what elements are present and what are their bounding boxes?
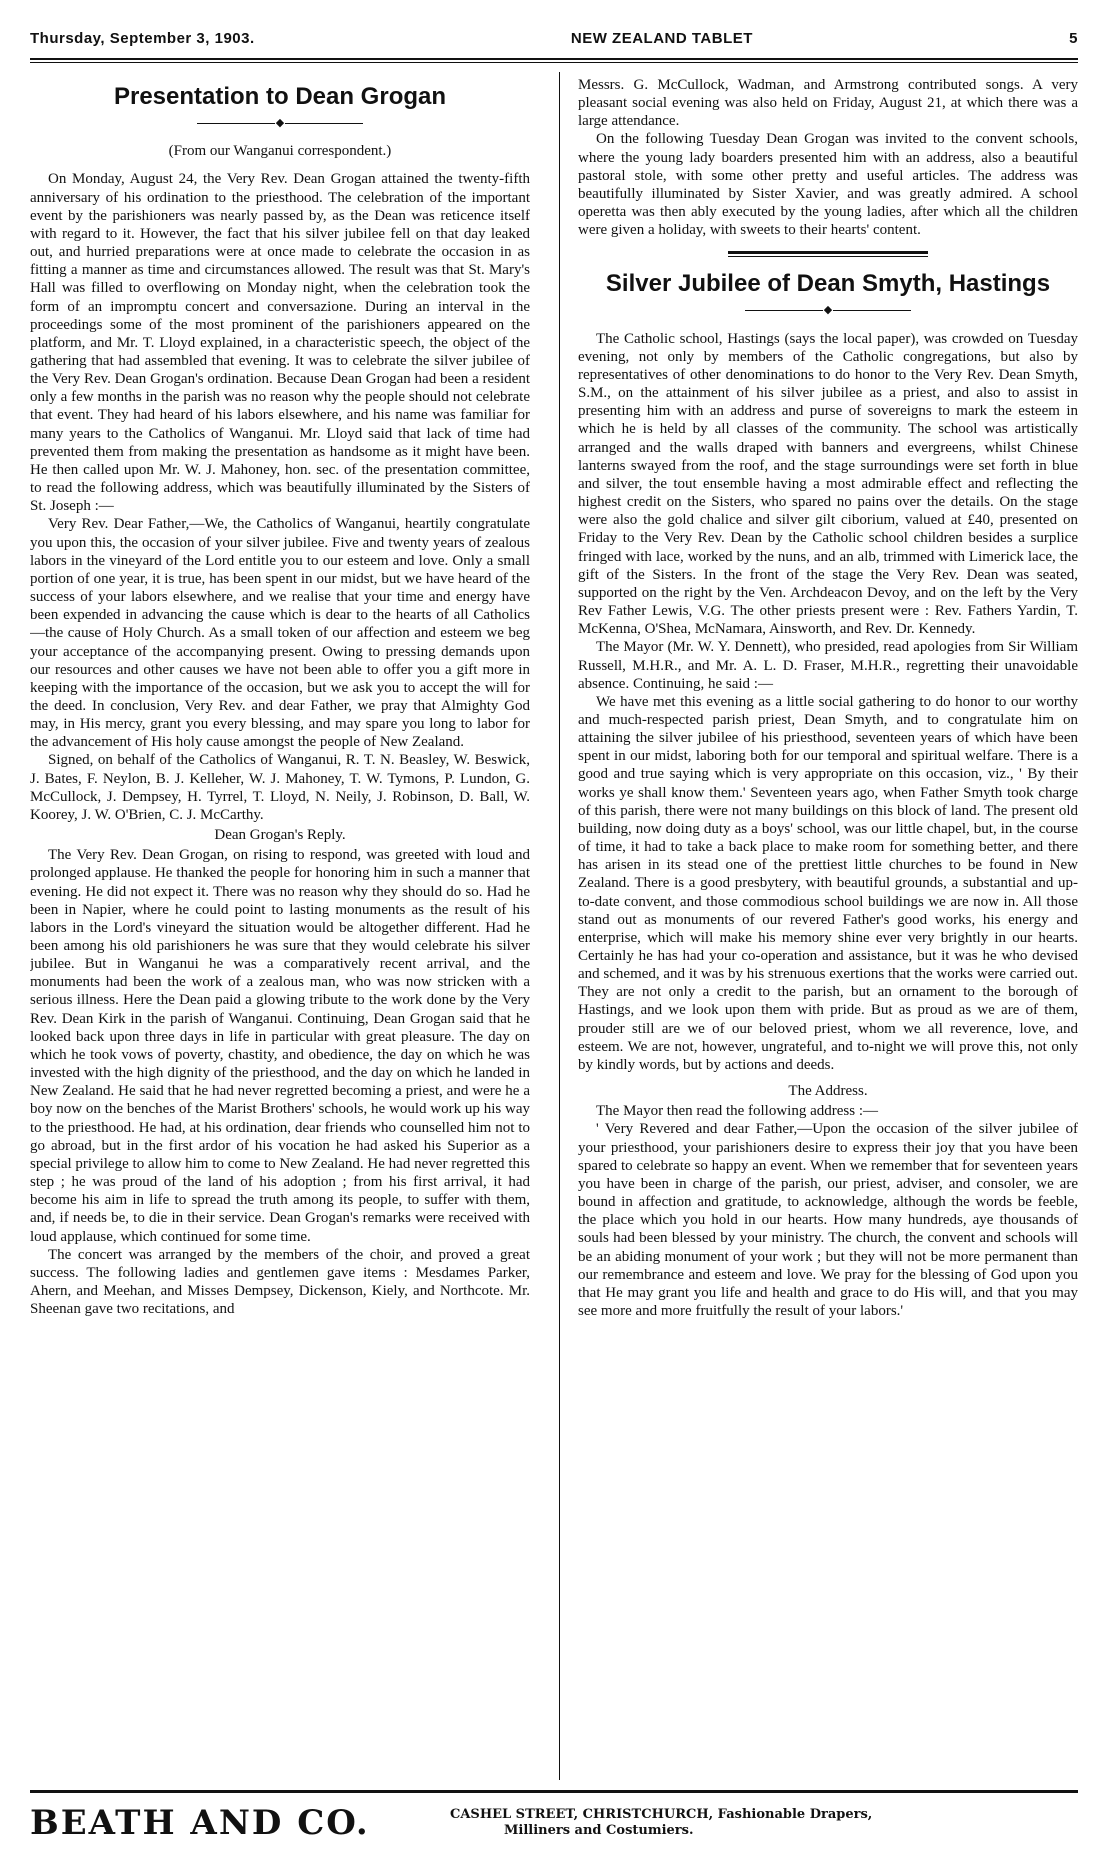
paragraph: On Monday, August 24, the Very Rev. Dean Grogan attained the twenty-fifth anniversary of his ordination to the priesthood. The celebration of the important event by the parishioners was nearly passed by, as the Dean was reticence itself with regard to it. However, the fact that his silver jubilee fell on that day leaked out, and hurried preparations were at once made to celebrate the occasion in as fitting a manner as time and circumstances allowed. The result was that St. Mary's Hall was filled to overflowing on Monday night, when the celebration took the form of an impromptu concert and conversazione. During an interval in the proceedings some of the most prominent of the parishioners appeared on the platform, and Mr. T. Lloyd explained, in a characteristic speech, the object of the gathering that had assembled that evening. It was to celebrate the silver jubilee of the Very Rev. Dean Grogan's ordination. Because Dean Grogan had been a resident only a few months in the parish was no reason why the people should not celebrate that event. They had heard of his labors elsewhere, and his name was familiar for many years to the Catholics of Wanganui. Mr. Lloyd said that lack of time had prevented them from making the presentation as handsome as it might have been. He then called upon Mr. W. J. Mahoney, hon. sec. of the presentation committee, to read the following address, which was beautifully illuminated by the Sisters of St. Joseph :—	[30, 171, 530, 515]
publication-title: NEW ZEALAND TABLET	[570, 30, 753, 47]
page-header	[30, 30, 1078, 54]
advertiser-address	[450, 1807, 872, 1839]
paragraph: Very Rev. Dear Father,—We, the Catholics of Wanganui, heartily congratulate you upon this, the occasion of your silver jubilee. Five and twenty years of zealous labors in the vineyard of the Lord entitle you to our esteem and love. Only a small portion of one year, it is true, has been spent in our midst, but we have heard of the success of your labors elsewhere, and we realise that your time and energy have been expended in advancing the cause which is dear to the hearts of all Catholics—the cause of Holy Church. As a small token of our affection and esteem we beg your acceptance of the accompanying present. Owing to pressing demands upon our resources and other causes we have not been able to offer you a gift more in keeping with the importance of the occasion, but we ask you to accept the will for the deed. In conclusion, Very Rev. and dear Father, we pray that Almighty God may, in His mercy, grant you every blessing, and may spare you long to labor for the advancement of His holy cause amongst the people of New Zealand.	[30, 516, 530, 751]
paragraph: The Catholic school, Hastings (says the local paper), was crowded on Tuesday evening, not only by members of the Catholic congregations, but also by representatives of other denominations to do honor to the Very Rev. Dean Smyth, S.M., on the attainment of his silver jubilee as a priest, and also to assist in presenting him with an address and purse of sovereigns to mark the esteem in which he is held by all classes of the community. The school was artistically arranged and the walls draped with banners and evergreens, whilst Chinese lanterns swayed from the roof, and the stage surroundings were set forth in blue and silver, the tout ensemble having a most admirable effect and reflecting the highest credit on the Sisters, who spared no pains over the details. On the stage were also the gold chalice and silver gilt ciborium, valued at £40, presented on Friday to the Very Rev. Dean by the Catholic school children besides a surplice fringed with lace, worked by the nuns, and an alb, trimmed with Limerick lace, the gift of the Sisters. In the front of the stage the Very Rev. Dean was seated, supported on the right by the Ven. Archdeacon Devoy, and on the left by the Very Rev Father Lewis, V.G. The other priests present were : Rev. Fathers Yardin, T. McKenna, O'Shea, McNamara, Ainsworth, and Rev. Dr. Kennedy.	[578, 330, 1078, 638]
article-title-grogan: Presentation to Dean Grogan	[113, 83, 447, 110]
paragraph: The Mayor then read the following address :—	[596, 1103, 879, 1120]
section-rule	[728, 251, 928, 257]
paragraph: Signed, on behalf of the Catholics of Wanganui, R. T. N. Beasley, W. Beswick, J. Bates, F. Neylon, B. J. Kelleher, W. J. Mahoney, T. W. Tymons, P. Lundon, G. McCullock, J. Dempsey, H. Tyrrel, T. Lloyd, N. Neily, J. Robinson, D. Ball, W. Koorey, J. W. O'Brien, C. J. McCarthy.	[30, 752, 530, 823]
title-ornament: ◆	[578, 305, 1078, 315]
title-ornament: ◆	[30, 118, 530, 128]
article-title-smyth: Silver Jubilee of Dean Smyth, Hastings	[605, 270, 1051, 298]
byline: (From our Wanganui correspondent.)	[168, 143, 392, 160]
paragraph: Messrs. G. McCullock, Wadman, and Armstrong contributed songs. A very pleasant social evening was also held on Friday, August 21, at which there was a large attendance.	[578, 77, 1078, 130]
advertisement-footer	[30, 1798, 1078, 1848]
paragraph: On the following Tuesday Dean Grogan was invited to the convent schools, where the young lady boarders presented him with an address, also a beautiful pastoral stole, with some other pretty and useful articles. The address was beautifully illuminated by Sister Xavier, and was greatly admired. A school operetta was then ably executed by the young ladies, after which all the children were given a holiday, with sweets to their hearts' content.	[578, 131, 1078, 239]
left-column	[30, 76, 530, 1776]
header-rule	[30, 58, 1078, 63]
address-line-1: CASHEL STREET, CHRISTCHURCH, Fashionable Drapers,	[450, 1807, 873, 1822]
footer-rule	[30, 1790, 1078, 1793]
paragraph: ' Very Revered and dear Father,—Upon the occasion of the silver jubilee of your priesthood, your parishioners desire to express their joy that you have been spared to celebrate so happy an event. When we remember that for seventeen years you have been in charge of the parish, our priest, adviser, and consoler, we are bound in affection and gratitude, to acknowledge, although the words be feeble, the place which you hold in our hearts. How many hundreds, aye thousands of souls had been blessed by your ministry. The church, the convent and schools will be an abiding monument of your work ; but they will not be more permanent than our remembrance and esteem and love. We pray for the blessing of God upon you that He may grant you life and health and grace to do His will, and that you may see more and more fruitfully the result of your labors.'	[578, 1121, 1078, 1319]
paragraph: The concert was arranged by the members of the choir, and proved a great success. The following ladies and gentlemen gave items : Mesdames Parker, Ahern, and Meehan, and Misses Dempsey, Dickenson, Kiely, and Northcote. Mr. Sheenan gave two recitations, and	[30, 1246, 530, 1318]
advertiser-name: BEATH AND CO.	[30, 1803, 370, 1843]
column-divider	[559, 72, 560, 1780]
paragraph: The Mayor (Mr. W. Y. Dennett), who presided, read apologies from Sir William Russell, M.H.R., and Mr. A. L. D. Fraser, M.H.R., regretting their unavoidable absence. Continuing, he said :—	[578, 639, 1078, 692]
right-column	[578, 76, 1078, 1776]
page-number: 5	[1069, 30, 1078, 47]
issue-date: Thursday, September 3, 1903.	[30, 30, 255, 47]
paragraph: The Very Rev. Dean Grogan, on rising to respond, was greeted with loud and prolonged applause. He thanked the people for honoring him in such a manner that evening. He did not expect it. There was no reason why they should do so. Had he been in Napier, where he could point to lasting monuments as the result of his labors in the Lord's vineyard the situation would be altogether different. Had he been among his old parishioners he was sure that they would celebrate his silver jubilee. But in Wanganui he was a comparatively recent arrival, and the monuments had been the work of a zealous man, who was now stricken with a serious illness. Here the Dean paid a glowing tribute to the work done by the Very Rev. Dean Kirk in the parish of Wanganui. Continuing, Dean Grogan said that he looked back upon three days in life in particular with great pleasure. The day on which he took vows of poverty, chastity, and obedience, the day on which he was invested with the high dignity of the priesthood, and the day on which he landed in New Zealand. He said that he had never regretted becoming a priest, and were he a boy now on the benches of the Marist Brothers' schools, he would work up his way to the priesthood. He had, at his ordination, dear friends who counselled him not to go abroad, but in the first ardor of his vocation he had asked his Superior as a special privilege to allow him to come to New Zealand. He had never regretted this step ; he was proud of the land of his adoption ; from his first arrival, it had become his aim in life to spread the truth among its people, to suffer with them, and, if needs be, to die in their service. Dean Grogan's remarks were received with loud applause, which continued for some time.	[30, 847, 530, 1245]
address-line-2: Milliners and Costumiers.	[504, 1823, 694, 1838]
subheading-reply: Dean Grogan's Reply.	[214, 827, 346, 844]
subheading-address: The Address.	[788, 1083, 868, 1100]
paragraph: We have met this evening as a little social gathering to do honor to our worthy and much-respected parish priest, Dean Smyth, and to congratulate him on attaining the silver jubilee of his priesthood, seventeen years of which have been spent in our midst, laboring both for our temporal and spiritual welfare. There is a good and true saying which is very appropriate on this occasion, viz., ' By their works ye shall know them.' Seventeen years ago, when Father Smyth took charge of this parish, there were not many buildings on this block of land. The present old building, now doing duty as a boys' school, was our little chapel, but, in the course of time, it had to take a back place to make room for something better, and there has arisen in its stead one of the prettiest little churches to be found in New Zealand. There is a good presbytery, with beautiful grounds, a substantial and up-to-date convent, and those commodious school buildings we are now in. All those stand out as monuments of our revered Father's good works, his energy and enterprise, which will make his memory shine ever very brightly in our hearts. Certainly he has had your co-operation and assistance, but it was he who devised and schemed, and it was by his strenuous exertions that the works were carried out. They are not only a credit to the parish, but an ornament to the borough of Hastings, and we look upon them with pride. But as proud as we are of them, prouder still are we of our beloved priest, whom we all reverence, love, and esteem. We are not, however, ungrateful, and to-night we will prove this, not only by kindly words, but by actions and deeds.	[578, 693, 1078, 1073]
